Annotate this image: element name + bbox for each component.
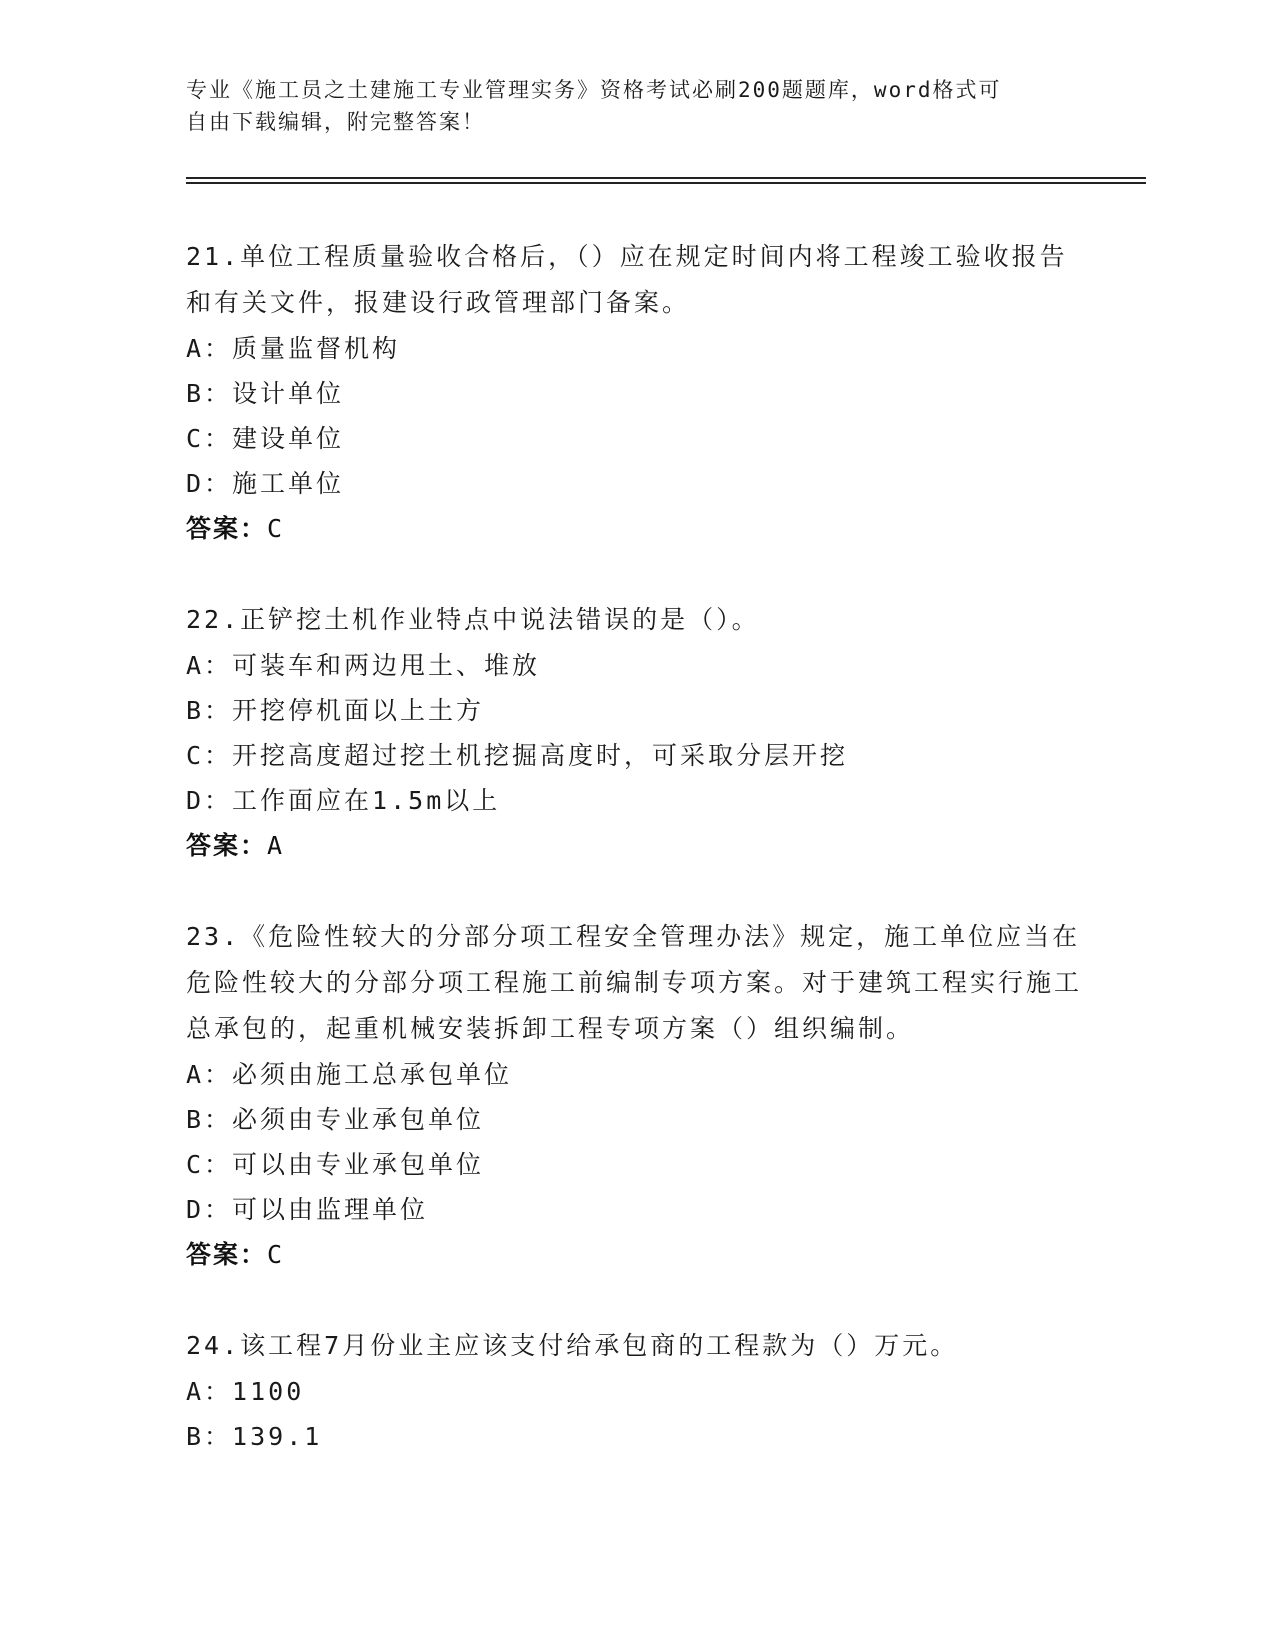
answer-value: A — [267, 831, 285, 860]
answer-value: C — [267, 1240, 285, 1269]
answer-label: 答案： — [186, 514, 268, 543]
option-c: C：可以由专业承包单位 — [186, 1150, 485, 1179]
option-d: D：工作面应在1.5m以上 — [186, 786, 501, 815]
answer-line — [186, 1232, 1086, 1278]
question-22 — [186, 597, 1086, 869]
question-21 — [186, 234, 1086, 552]
answer-label: 答案： — [186, 831, 268, 860]
question-23 — [186, 914, 1086, 1278]
option-b: B：139.1 — [186, 1422, 323, 1451]
option-b: B：必须由专业承包单位 — [186, 1105, 485, 1134]
option-c: C：开挖高度超过挖土机挖掘高度时，可采取分层开挖 — [186, 741, 849, 770]
question-24 — [186, 1323, 1086, 1459]
option-a: A：必须由施工总承包单位 — [186, 1060, 513, 1089]
document-header — [186, 74, 1066, 138]
answer-line — [186, 506, 1086, 552]
question-text: 21.单位工程质量验收合格后，（）应在规定时间内将工程竣工验收报告和有关文件，报建设行政管理部门备案。 — [186, 242, 1068, 317]
option-d: D：施工单位 — [186, 469, 345, 498]
option-a: A：可装车和两边甩土、堆放 — [186, 651, 541, 680]
question-text: 22.正铲挖土机作业特点中说法错误的是（）。 — [186, 605, 760, 634]
header-title-line-2: 自由下载编辑，附完整答案！ — [186, 110, 485, 134]
question-text: 23.《危险性较大的分部分项工程安全管理办法》规定，施工单位应当在危险性较大的分部分项工程施工前编制专项方案。对于建筑工程实行施工总承包的，起重机械安装拆卸工程专项方案（）组织编制。 — [186, 922, 1083, 1043]
header-title-line-1: 专业《施工员之土建施工专业管理实务》资格考试必刷200题题库，word格式可 — [186, 78, 1002, 102]
header-divider-bottom — [186, 182, 1146, 184]
option-a: A：质量监督机构 — [186, 334, 401, 363]
option-d: D：可以由监理单位 — [186, 1195, 429, 1224]
header-divider-top — [186, 177, 1146, 179]
option-b: B：开挖停机面以上土方 — [186, 696, 485, 725]
option-a: A：1100 — [186, 1377, 305, 1406]
question-list — [186, 234, 1086, 1504]
answer-line — [186, 823, 1086, 869]
answer-value: C — [267, 514, 285, 543]
option-c: C：建设单位 — [186, 424, 345, 453]
answer-label: 答案： — [186, 1240, 268, 1269]
option-b: B：设计单位 — [186, 379, 345, 408]
question-text: 24.该工程7月份业主应该支付给承包商的工程款为（）万元。 — [186, 1331, 959, 1360]
